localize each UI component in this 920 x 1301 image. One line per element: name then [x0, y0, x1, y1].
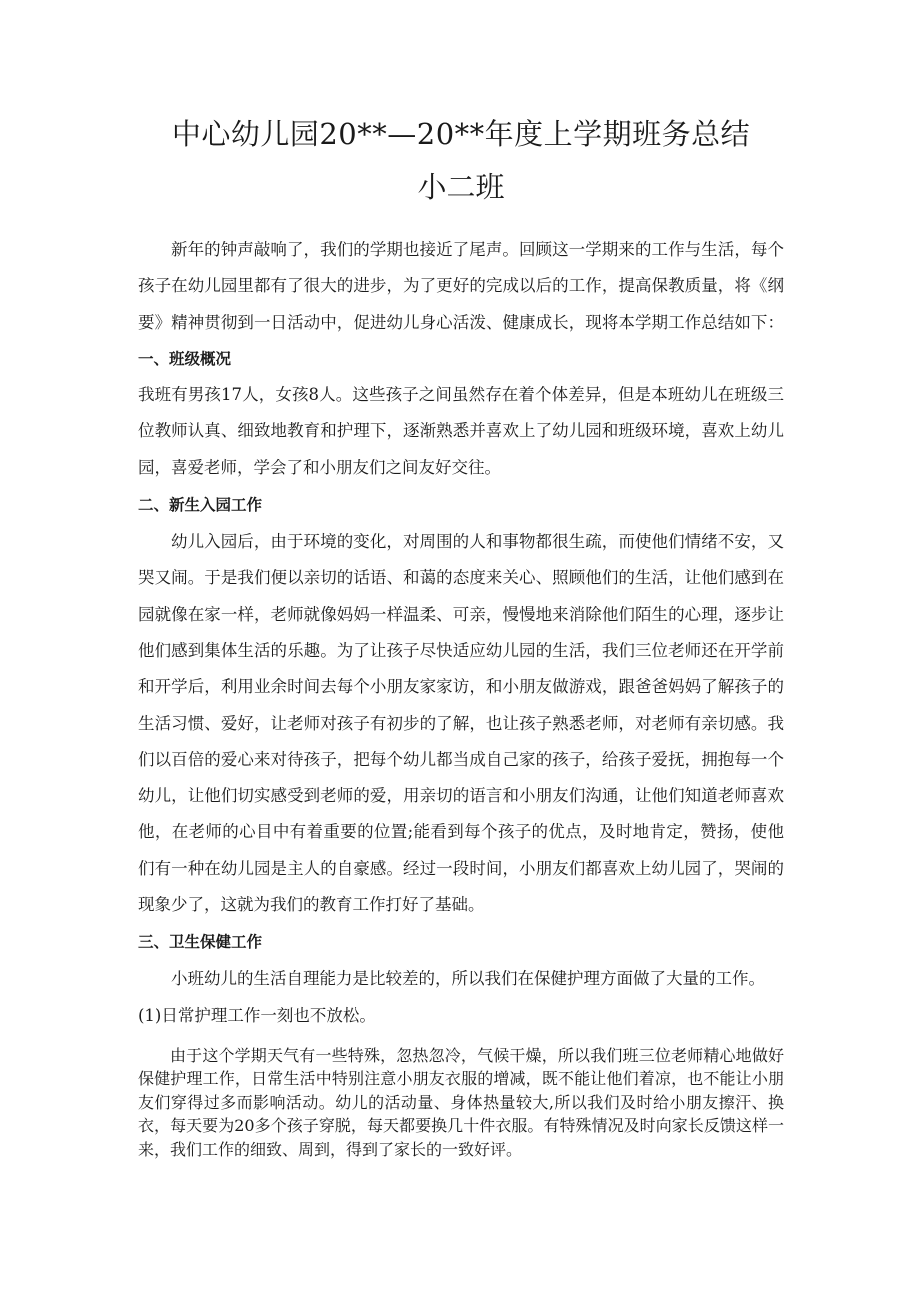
intro-text: 新年的钟声敲响了，我们的学期也接近了尾声。回顾这一学期来的工作与生活，每个孩子在幼儿园里都有了很大的进步，为了更好的完成以后的工作，提高保教质量，将《纲要》精神贯彻到一日活动中，促进幼儿身心活泼、健康成长，现将本学期工作总结如下： — [138, 240, 784, 332]
section3-heading: 三、卫生保健工作 — [138, 933, 263, 952]
intro-paragraph — [138, 232, 784, 377]
document-title: 中心幼儿园20**—20**年度上学期班务总结 — [171, 117, 751, 151]
section3-paragraph: 小班幼儿的生活自理能力是比较差的，所以我们在保健护理方面做了大量的工作。 — [171, 969, 765, 989]
document-subtitle: 小二班 — [417, 170, 505, 204]
section2-paragraph: 幼儿入园后，由于环境的变化，对周围的人和事物都很生疏，而使他们情绪不安，又哭又闹。于是我们便以亲切的话语、和蔼的态度来关心、照顾他们的生活，让他们感到在园就像在家一样，老师就像妈妈一样温柔、可亲，慢慢地来消除他们陌生的心理，逐步让他们感到集体生活的乐趣。为了让孩子尽快适应幼儿园的生活，我们三位老师还在开学前和开学后，利用业余时间去每个小朋友家家访，和小朋友做游戏，跟爸爸妈妈了解孩子的生活习惯、爱好，让老师对孩子有初步的了解，也让孩子熟悉老师，对老师有亲切感。我们以百倍的爱心来对待孩子，把每个幼儿都当成自己家的孩子，给孩子爱抚，拥抱每一个幼儿，让他们切实感受到老师的爱，用亲切的语言和小朋友们沟通，让他们知道老师喜欢他，在老师的心目中有着重要的位置;能看到每个孩子的优点，及时地肯定，赞扬，使他们有一种在幼儿园是主人的自豪感。经过一段时间，小朋友们都喜欢上幼儿园了，哭闹的现象少了，这就为我们的教育工作打好了基础。 — [138, 532, 784, 915]
section1-heading: 一、班级概况 — [138, 349, 232, 368]
section1-paragraph: 我班有男孩17人，女孩8人。这些孩子之间虽然存在着个体差异，但是本班幼儿在班级三位教师认真、细致地教育和护理下，逐渐熟悉并喜欢上了幼儿园和班级环境，喜欢上幼儿园，喜爱老师，学会了和小朋友们之间友好交往。 — [138, 385, 784, 477]
sub1-heading: (1)日常护理工作一刻也不放松。 — [138, 1005, 376, 1025]
section2-heading: 二、新生入园工作 — [138, 496, 263, 515]
sub1-paragraph: 由于这个学期天气有一些特殊，忽热忽冷，气候干燥，所以我们班三位老师精心地做好保健护理工作，日常生活中特别注意小朋友衣服的增减，既不能让他们着凉，也不能让小朋友们穿得过多而影响活动。幼儿的活动量、身体热量较大,所以我们及时给小朋友擦汗、换衣，每天要为20多个孩子穿脱，每天都要换几十件衣服。有特殊情况及时向家长反馈这样一来，我们工作的细致、周到，得到了家长的一致好评。 — [138, 1045, 784, 1159]
document-body — [138, 232, 784, 1161]
